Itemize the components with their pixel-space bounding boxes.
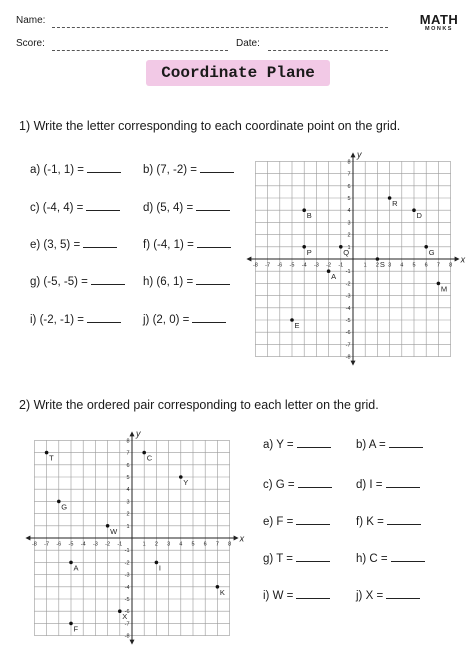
x-tick-label: 8	[449, 262, 453, 269]
x-axis-label: x	[460, 254, 466, 265]
point-R	[388, 196, 392, 200]
question-s1-questions-4	[30, 239, 117, 251]
x-tick-label: 8	[228, 541, 232, 548]
question-s1-questions-8	[30, 314, 121, 326]
logo-sub-text: MONKS	[425, 26, 453, 32]
y-tick-label: 3	[126, 499, 130, 506]
answer-blank[interactable]	[391, 561, 425, 562]
x-tick-label: -6	[56, 541, 62, 548]
point-A	[327, 269, 331, 273]
x-axis-arrow-left	[25, 536, 30, 541]
y-tick-label: 6	[347, 183, 351, 190]
answer-blank[interactable]	[296, 524, 330, 525]
y-axis-label: y	[136, 428, 141, 439]
y-tick-label: 8	[126, 438, 130, 445]
point-label-E: E	[294, 321, 300, 330]
question-s2-questions-7	[356, 553, 425, 565]
answer-blank[interactable]	[389, 447, 423, 448]
y-tick-label: 7	[126, 450, 130, 457]
question-label: b) A =	[356, 439, 386, 451]
point-Y	[179, 475, 183, 479]
point-M	[437, 282, 441, 286]
point-label-F: F	[73, 624, 79, 634]
x-tick-label: -2	[326, 262, 332, 269]
y-axis-label: y	[357, 149, 362, 160]
x-axis-arrow-right	[234, 536, 239, 541]
x-tick-label: -4	[80, 541, 86, 548]
question-s1-questions-2	[30, 202, 120, 214]
question-label: d) I =	[356, 479, 383, 491]
point-K	[216, 585, 220, 589]
question-label: i) (-2, -1) =	[30, 314, 84, 326]
question-s2-questions-1	[356, 439, 423, 451]
point-D	[412, 208, 416, 212]
question-label: f) (-4, 1) =	[143, 239, 194, 251]
logo-main-text: MATH	[419, 12, 459, 27]
answer-blank[interactable]	[297, 447, 331, 448]
question-label: i) W =	[263, 590, 294, 602]
question-label: j) (2, 0) =	[143, 314, 190, 326]
section2-instruction: 2) Write the ordered pair corresponding to each letter on the grid.	[19, 398, 379, 412]
y-tick-label: -7	[345, 342, 351, 349]
y-axis-arrow-up	[130, 431, 135, 436]
question-label: b) (7, -2) =	[143, 164, 198, 176]
point-W	[106, 524, 110, 528]
name-label: Name:	[16, 15, 46, 26]
question-s1-questions-9	[143, 314, 226, 326]
question-s1-questions-5	[143, 239, 231, 251]
answer-blank[interactable]	[83, 247, 117, 248]
x-tick-label: 6	[424, 262, 428, 269]
x-tick-label: 2	[154, 541, 158, 548]
answer-blank[interactable]	[387, 524, 421, 525]
point-label-G: G	[61, 502, 68, 512]
y-tick-label: 2	[126, 511, 130, 518]
x-tick-label: 2	[375, 262, 379, 269]
point-label-C: C	[146, 453, 153, 463]
y-tick-label: 5	[347, 196, 351, 202]
question-s2-questions-2	[263, 479, 332, 491]
point-label-R: R	[392, 199, 398, 208]
point-label-B: B	[306, 211, 312, 221]
x-tick-label: -6	[277, 262, 283, 269]
section1-instruction: 1) Write the letter corresponding to each coordinate point on the grid.	[19, 119, 401, 133]
question-label: e) F =	[263, 516, 294, 528]
point-label-M: M	[440, 284, 448, 294]
point-B	[302, 208, 306, 212]
y-axis-arrow-up	[351, 152, 356, 157]
y-tick-label: -2	[124, 560, 130, 567]
question-s2-questions-9	[356, 590, 420, 602]
question-label: g) T =	[263, 553, 293, 565]
point-P	[302, 245, 306, 249]
y-tick-label: -7	[124, 621, 130, 628]
page-title: Coordinate Plane	[146, 60, 330, 86]
point-label-K: K	[219, 587, 225, 597]
x-tick-label: 5	[412, 262, 416, 269]
x-tick-label: 7	[215, 541, 219, 548]
question-label: a) (-1, 1) =	[30, 164, 85, 176]
point-label-G: G	[428, 247, 435, 257]
x-tick-label: -5	[289, 262, 295, 269]
answer-blank[interactable]	[86, 210, 120, 211]
point-label-S: S	[379, 260, 385, 269]
answer-blank[interactable]	[196, 284, 230, 285]
y-axis-arrow-down	[130, 640, 135, 645]
x-tick-label: -7	[44, 541, 50, 548]
x-tick-label: -2	[105, 541, 111, 548]
y-tick-label: 3	[347, 220, 351, 227]
point-Q	[339, 245, 343, 249]
point-G	[424, 245, 428, 249]
answer-blank[interactable]	[87, 172, 121, 173]
x-tick-label: -3	[92, 541, 98, 548]
point-G	[57, 500, 61, 504]
question-label: j) X =	[356, 590, 384, 602]
question-s1-questions-7	[143, 276, 230, 288]
date-line[interactable]	[268, 50, 388, 51]
question-s2-questions-8	[263, 590, 330, 602]
x-tick-label: -3	[313, 262, 319, 269]
question-s2-questions-5	[356, 516, 421, 528]
y-tick-label: -8	[124, 633, 130, 640]
x-tick-label: -8	[31, 541, 37, 548]
point-label-Q: Q	[343, 247, 350, 257]
question-label: d) (5, 4) =	[143, 202, 194, 214]
section1-grid	[247, 149, 466, 363]
point-E	[290, 318, 294, 322]
point-X	[118, 609, 122, 613]
y-tick-label: 1	[126, 523, 130, 530]
y-axis-arrow-down	[351, 361, 356, 366]
question-s2-questions-6	[263, 553, 330, 565]
point-S	[376, 257, 380, 261]
name-line[interactable]	[52, 27, 388, 28]
question-s1-questions-1	[143, 164, 234, 176]
question-label: g) (-5, -5) =	[30, 276, 88, 288]
x-tick-label: -1	[338, 262, 344, 269]
answer-blank[interactable]	[197, 247, 231, 248]
point-label-P: P	[306, 247, 312, 257]
x-axis-label: x	[239, 533, 245, 544]
x-tick-label: -7	[265, 262, 271, 269]
y-tick-label: -1	[124, 548, 130, 555]
y-tick-label: -6	[124, 609, 130, 616]
y-tick-label: 2	[347, 232, 351, 239]
x-tick-label: 3	[388, 262, 392, 269]
point-label-D: D	[416, 211, 422, 221]
question-label: c) G =	[263, 479, 295, 491]
x-tick-label: 7	[436, 262, 440, 269]
y-tick-label: -4	[124, 584, 130, 591]
point-label-A: A	[73, 563, 79, 573]
point-label-T: T	[49, 453, 54, 463]
question-label: h) C =	[356, 553, 388, 565]
question-label: e) (3, 5) =	[30, 239, 81, 251]
y-tick-label: -1	[345, 269, 351, 276]
math-monks-logo	[414, 12, 464, 32]
question-s2-questions-3	[356, 479, 420, 491]
point-label-Y: Y	[183, 478, 189, 487]
y-tick-label: -5	[124, 597, 130, 603]
point-A	[69, 561, 73, 565]
answer-blank[interactable]	[192, 322, 226, 323]
score-line[interactable]	[52, 50, 228, 51]
answer-blank[interactable]	[296, 598, 330, 599]
y-tick-label: -8	[345, 354, 351, 361]
y-tick-label: -5	[345, 318, 351, 324]
question-s2-questions-4	[263, 516, 330, 528]
y-tick-label: 5	[126, 475, 130, 481]
date-label: Date:	[236, 38, 260, 49]
x-tick-label: 6	[203, 541, 207, 548]
point-C	[142, 451, 146, 455]
y-tick-label: -3	[345, 293, 351, 300]
answer-blank[interactable]	[196, 210, 230, 211]
x-tick-label: -5	[68, 541, 74, 548]
answer-blank[interactable]	[386, 598, 420, 599]
x-axis-arrow-left	[246, 257, 251, 262]
y-tick-label: 7	[347, 171, 351, 178]
point-label-W: W	[110, 526, 118, 536]
point-label-I: I	[158, 563, 161, 573]
question-label: f) K =	[356, 516, 384, 528]
x-tick-label: -1	[117, 541, 123, 548]
y-tick-label: -2	[345, 281, 351, 288]
question-s1-questions-0	[30, 164, 121, 176]
score-label: Score:	[16, 38, 45, 49]
question-s1-questions-6	[30, 276, 125, 288]
x-tick-label: 5	[191, 541, 195, 548]
point-F	[69, 622, 73, 626]
y-tick-label: 8	[347, 159, 351, 166]
point-label-A: A	[331, 272, 337, 282]
answer-blank[interactable]	[386, 487, 420, 488]
x-tick-label: -8	[252, 262, 258, 269]
y-tick-label: 6	[126, 462, 130, 469]
question-label: h) (6, 1) =	[143, 276, 194, 288]
x-tick-label: 1	[142, 541, 146, 548]
y-tick-label: 4	[347, 208, 351, 215]
y-tick-label: -6	[345, 330, 351, 337]
point-I	[155, 561, 159, 565]
answer-blank[interactable]	[87, 322, 121, 323]
question-label: a) Y =	[263, 439, 294, 451]
section2-grid	[15, 425, 245, 640]
y-tick-label: 4	[126, 487, 130, 494]
answer-blank[interactable]	[200, 172, 234, 173]
question-s1-questions-3	[143, 202, 230, 214]
y-tick-label: -4	[345, 305, 351, 312]
answer-blank[interactable]	[91, 284, 125, 285]
y-tick-label: 1	[347, 244, 351, 251]
x-tick-label: -4	[301, 262, 307, 269]
point-label-X: X	[122, 612, 128, 622]
x-axis-arrow-right	[455, 257, 460, 262]
x-tick-label: 3	[167, 541, 171, 548]
answer-blank[interactable]	[298, 487, 332, 488]
question-s2-questions-0	[263, 439, 331, 451]
x-tick-label: 4	[400, 262, 404, 269]
x-tick-label: 1	[363, 262, 367, 269]
question-label: c) (-4, 4) =	[30, 202, 84, 214]
answer-blank[interactable]	[296, 561, 330, 562]
point-T	[45, 451, 49, 455]
y-tick-label: -3	[124, 572, 130, 579]
x-tick-label: 4	[179, 541, 183, 548]
